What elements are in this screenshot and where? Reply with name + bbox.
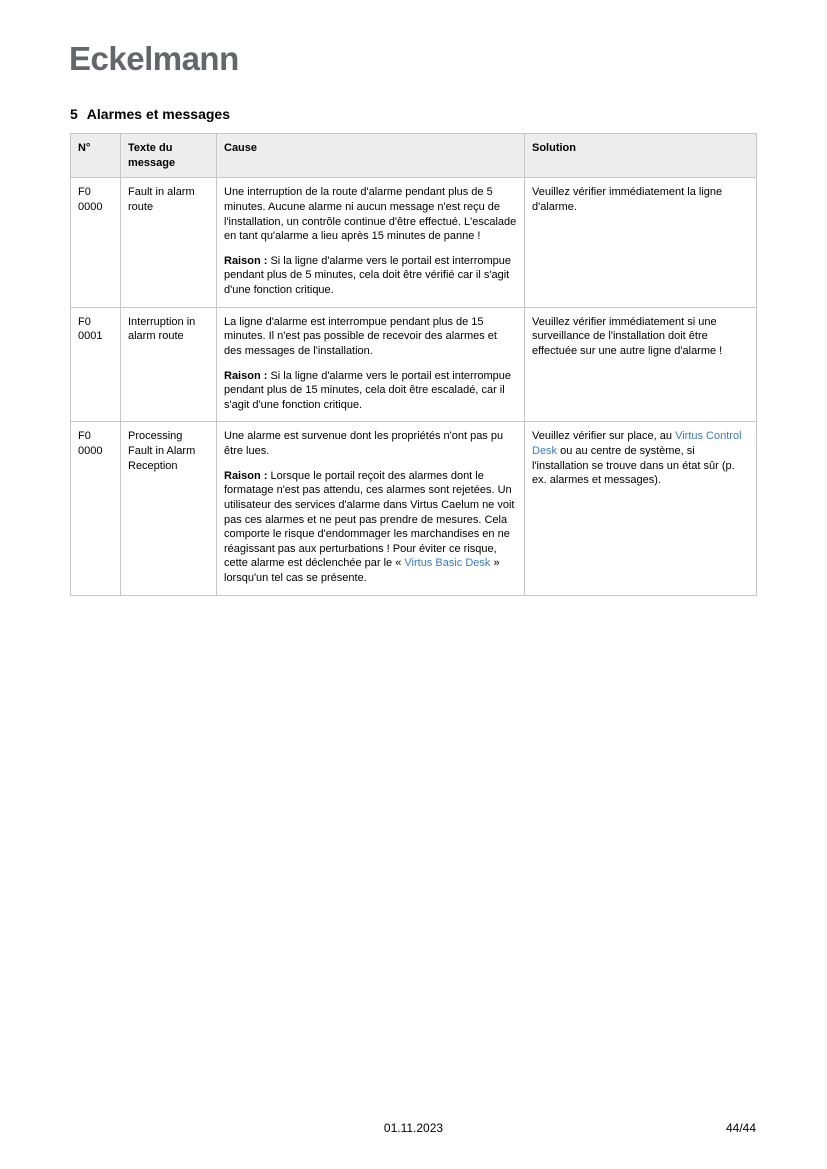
text-segment: Lorsque le portail reçoit des alarmes dont le formatage n'est pas attendu, ces alarmes sont rejetées. Un utilisateur des services d'alarme dans Virtus Caelum ne voit pas ces alarmes et ne peut pas prendre de mesures. Cela comporte le risque d'endommager les marchandises en ne réagissant pas aux perturbations ! Pour éviter ce risque, cette alarme est déclenchée par le « — [224, 469, 515, 570]
cell-paragraph — [224, 429, 517, 458]
cell-message-text: Fault in alarm route — [121, 178, 217, 307]
cell-paragraph — [224, 369, 517, 413]
text-segment: Raison : — [224, 469, 268, 482]
col-header-cause: Cause — [217, 134, 525, 178]
footer-page-number: 44/44 — [725, 1121, 756, 1135]
cell-paragraph — [224, 469, 517, 586]
cell-solution — [525, 178, 757, 307]
cell-paragraph — [224, 254, 517, 298]
header-row — [71, 134, 757, 178]
cell-paragraph — [532, 185, 749, 214]
text-segment: Si la ligne d'alarme vers le portail est interrompue pendant plus de 5 minutes, cela doit être vérifié car il s'agit d'une fonction critique. — [224, 254, 512, 296]
company-logo: Eckelmann — [69, 40, 239, 77]
alarm-table-body — [71, 178, 757, 595]
text-segment: La ligne d'alarme est interrompue pendant plus de 15 minutes. Il n'est pas possible de recevoir des alarmes et des messages de l'installation. — [224, 315, 497, 357]
cell-paragraph — [532, 315, 749, 359]
cell-message-text: Processing Fault in Alarm Reception — [121, 422, 217, 595]
text-segment: Si la ligne d'alarme vers le portail est interrompue pendant plus de 15 minutes, cela doit être escaladé, car il s'agit d'une fonction critique. — [224, 369, 512, 411]
cell-message-text: Interruption in alarm route — [121, 307, 217, 422]
text-segment: Veuillez vérifier immédiatement si une surveillance de l'installation doit être effectuée sur une autre ligne d'alarme ! — [532, 315, 723, 357]
cell-paragraph — [224, 185, 517, 244]
text-segment: Une interruption de la route d'alarme pendant plus de 5 minutes. Aucune alarme ni aucun message n'est reçu de l'installation, un contrôle continue d'être effectué. L'escalade en tant qu'alarme a lieu après 15 minutes de panne ! — [224, 186, 517, 243]
cell-number: F0 0001 — [71, 307, 121, 422]
text-segment: Une alarme est survenue dont les propriétés n'ont pas pu être lues. — [224, 430, 504, 457]
cell-solution — [525, 422, 757, 595]
alarm-table — [70, 133, 757, 596]
inline-link[interactable]: Virtus Basic Desk — [404, 557, 491, 570]
text-segment: » lorsqu'un tel cas se présente. — [224, 557, 500, 584]
col-header-solution: Solution — [525, 134, 757, 178]
text-segment: Raison : — [224, 254, 268, 267]
inline-link[interactable]: Virtus Control Desk — [532, 430, 742, 457]
section-title-text: Alarmes et messages — [86, 106, 230, 122]
text-segment: Veuillez vérifier sur place, au — [532, 430, 676, 443]
text-segment: Veuillez vérifier immédiatement la ligne d'alarme. — [532, 186, 723, 213]
col-header-message: Texte du message — [121, 134, 217, 178]
alarm-table-header — [71, 134, 757, 178]
table-row — [71, 178, 757, 307]
footer-date: 01.11.2023 — [383, 1121, 444, 1135]
text-segment: Raison : — [224, 369, 268, 382]
cell-paragraph — [224, 315, 517, 359]
content-area — [70, 133, 756, 596]
col-header-number: N° — [71, 134, 121, 178]
cell-solution — [525, 307, 757, 422]
cell-cause — [217, 178, 525, 307]
table-row — [71, 422, 757, 595]
text-segment: ou au centre de système, si l'installation se trouve dans un état sûr (p. ex. alarmes et messages). — [532, 445, 735, 487]
cell-number: F0 0000 — [71, 178, 121, 307]
section-number: 5 — [70, 106, 78, 122]
cell-cause — [217, 307, 525, 422]
cell-cause — [217, 422, 525, 595]
section-title — [70, 106, 230, 122]
cell-paragraph — [532, 429, 749, 488]
table-row — [71, 307, 757, 422]
cell-number: F0 0000 — [71, 422, 121, 595]
